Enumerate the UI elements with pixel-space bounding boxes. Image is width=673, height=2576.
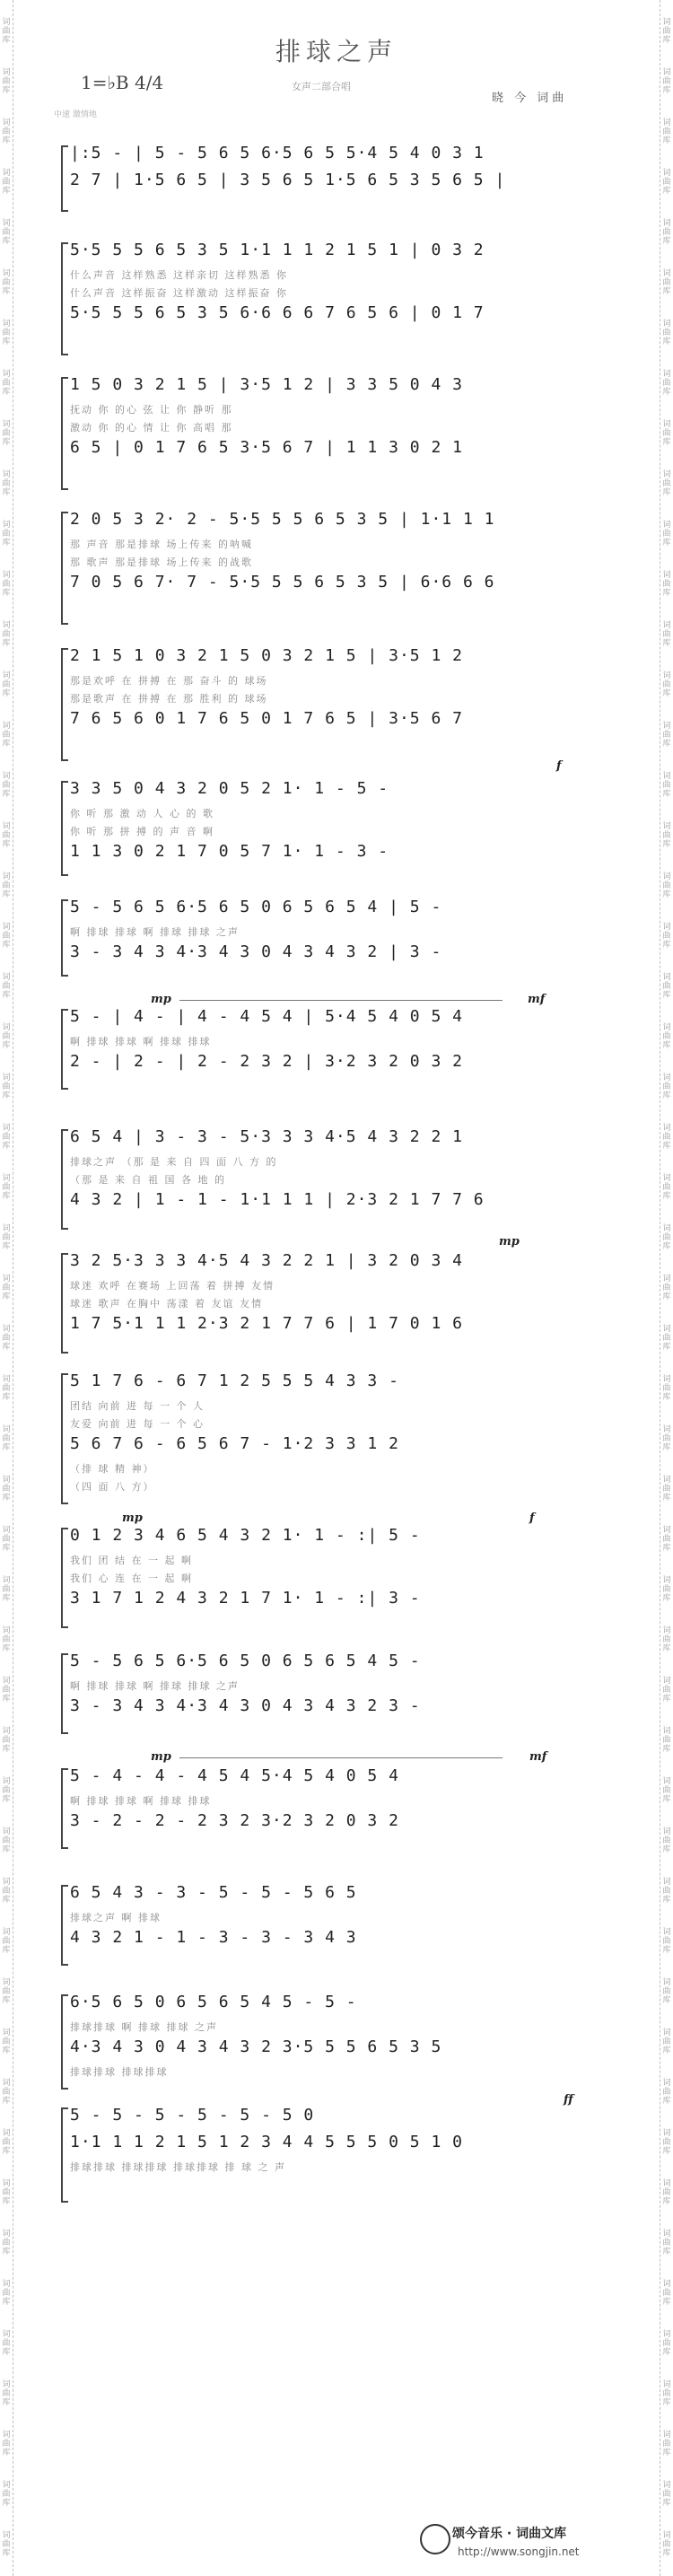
notation-line: 1 1 3 0 2 1 7 0 5 7 1· 1 - 3 - [70,842,389,861]
watermark-text: 词曲库 [662,2481,671,2508]
notation-line: 6 5 | 0 1 7 6 5 3·5 6 7 | 1 1 3 0 2 1 [70,438,463,457]
watermark-text: 词曲库 [2,2481,11,2508]
song-subtitle: 女声二部合唱 [292,81,351,92]
watermark-text: 词曲库 [2,2079,11,2106]
watermark-text: 词曲库 [662,1174,671,1201]
dynamic-marking: ff [564,2093,573,2107]
system-bracket [61,648,68,761]
lyric-line: 啊 排球 排球 啊 排球 排球 之声 [70,926,240,938]
watermark-text: 词曲库 [662,1978,671,2005]
lyric-line: 那是歌声 在 拼搏 在 那 胜利 的 球场 [70,693,268,705]
dynamic-marking: mp [499,1235,520,1249]
watermark-text: 词曲库 [2,1023,11,1050]
lyric-line: 排球排球 排球排球 [70,2066,169,2078]
watermark-text: 词曲库 [2,722,11,749]
watermark-text: 词曲库 [2,1174,11,1201]
watermark-text: 词曲库 [662,169,671,196]
watermark-text: 词曲库 [2,923,11,950]
watermark-text: 词曲库 [662,1275,671,1301]
watermark-text: 词曲库 [662,973,671,1000]
system-bracket [61,1528,68,1628]
watermark-text: 词曲库 [662,219,671,246]
watermark-text: 词曲库 [662,1526,671,1553]
notation-line: 4 3 2 1 - 1 - 3 - 3 - 3 4 3 [70,1928,357,1947]
watermark-text: 词曲库 [2,320,11,346]
score-system [70,1766,614,1851]
notation-line: 5 - 5 6 5 6·5 6 5 0 6 5 6 5 4 5 - [70,1652,421,1670]
score-system [70,144,614,214]
watermark-text: 词曲库 [662,1325,671,1352]
notation-line: 3 - 2 - 2 - 2 3 2 3·2 3 2 0 3 2 [70,1811,399,1830]
notation-line: 3 3 5 0 4 3 2 0 5 2 1· 1 - 5 - [70,779,389,798]
lyric-line: 球迷 欢呼 在赛场 上回荡 着 拼搏 友情 [70,1280,275,1292]
dynamic-marking: f [556,759,562,773]
watermark-text: 词曲库 [662,1626,671,1653]
lyric-line: 我们 心 连 在 一 起 啊 [70,1573,193,1584]
watermark-text: 词曲库 [2,420,11,447]
watermark-text: 词曲库 [662,772,671,799]
watermark-text: 词曲库 [2,18,11,45]
watermark-text: 词曲库 [2,1626,11,1653]
watermark-text: 词曲库 [2,2028,11,2055]
watermark-text: 词曲库 [662,1124,671,1151]
watermark-text: 词曲库 [2,571,11,598]
score-system [70,1371,614,1506]
lyric-line: 我们 团 结 在 一 起 啊 [70,1555,193,1566]
dynamic-marking: mp [122,1511,143,1525]
watermark-text: 词曲库 [662,1928,671,1955]
watermark-text: 词曲库 [2,1224,11,1251]
watermark-text: 词曲库 [2,2531,11,2558]
watermark-text: 词曲库 [662,320,671,346]
notation-line: 5·5 5 5 6 5 3 5 1·1 1 1 2 1 5 1 | 0 3 2 [70,241,485,259]
system-bracket [61,377,68,490]
notation-line: 4·3 4 3 0 4 3 4 3 2 3·5 5 5 6 5 3 5 [70,2037,442,2056]
watermark-text: 词曲库 [662,671,671,698]
watermark-text: 词曲库 [2,671,11,698]
lyric-line: 啊 排球 排球 啊 排球 排球 之声 [70,1680,240,1692]
dynamic-marking: mp [151,1750,171,1764]
left-watermark-strip [0,0,13,2576]
watermark-text: 词曲库 [2,169,11,196]
lyric-line: 激动 你 的心 情 让 你 高唱 那 [70,422,233,434]
watermark-text: 词曲库 [662,872,671,899]
notation-line: 7 0 5 6 7· 7 - 5·5 5 5 6 5 3 5 | 6·6 6 6 [70,573,495,591]
watermark-text: 词曲库 [2,1425,11,1452]
right-watermark-strip [660,0,673,2576]
watermark-text: 词曲库 [2,1777,11,1804]
song-title: 排球之声 [275,37,398,66]
notation-line: 2 1 5 1 0 3 2 1 5 0 3 2 1 5 | 3·5 1 2 [70,646,463,665]
watermark-text: 词曲库 [662,1677,671,1704]
score-system [70,2106,614,2204]
lyric-line: 友爱 向前 进 每 一 个 心 [70,1418,205,1430]
watermark-text: 词曲库 [2,1124,11,1151]
score-system [70,1883,614,1967]
watermark-text: 词曲库 [2,973,11,1000]
watermark-text: 词曲库 [662,1476,671,1503]
system-bracket [61,899,68,977]
watermark-text: 词曲库 [2,1677,11,1704]
watermark-text: 词曲库 [2,2431,11,2458]
score-system [70,1007,614,1091]
watermark-text: 词曲库 [662,1224,671,1251]
watermark-text: 词曲库 [2,1878,11,1905]
notation-line: 3 1 7 1 2 4 3 2 1 7 1· 1 - :| 3 - [70,1589,421,1608]
watermark-text: 词曲库 [2,872,11,899]
lyric-line: 团结 向前 进 每 一 个 人 [70,1400,205,1412]
watermark-text: 词曲库 [662,1777,671,1804]
watermark-text: 词曲库 [662,470,671,497]
watermark-text: 词曲库 [662,2531,671,2558]
lyric-line: 排球之声 （那 是 来 自 四 面 八 方 的 [70,1156,278,1168]
system-bracket [61,1653,68,1734]
watermark-text: 词曲库 [2,2380,11,2407]
score-system [70,375,614,492]
watermark-text: 词曲库 [2,2280,11,2307]
watermark-text: 词曲库 [2,1275,11,1301]
watermark-text: 词曲库 [2,1526,11,1553]
watermark-text: 词曲库 [2,772,11,799]
watermark-text: 词曲库 [662,2028,671,2055]
watermark-text: 词曲库 [2,470,11,497]
lyric-line: （排 球 精 神） [70,1463,155,1475]
watermark-text: 词曲库 [662,1827,671,1854]
watermark-text: 词曲库 [2,521,11,548]
watermark-text: 词曲库 [662,1425,671,1452]
watermark-text: 词曲库 [2,1576,11,1603]
notation-line: 5·5 5 5 6 5 3 5 6·6 6 6 7 6 5 6 | 0 1 7 [70,303,485,322]
watermark-text: 词曲库 [662,822,671,849]
score-system [70,241,614,357]
notation-line: 5 - 4 - 4 - 4 5 4 5·4 5 4 0 5 4 [70,1766,399,1785]
dynamic-marking: mf [528,993,546,1006]
notation-line: 5 - 5 - 5 - 5 - 5 - 5 0 [70,2106,315,2125]
watermark-text: 词曲库 [662,420,671,447]
score-system [70,1127,614,1231]
system-bracket [61,512,68,625]
lyric-line: 那 声音 那是排球 场上传来 的呐喊 [70,539,253,550]
lyric-line: 你 听 那 激 动 人 心 的 歌 [70,808,214,819]
watermark-text: 词曲库 [662,2129,671,2156]
watermark-text: 词曲库 [662,1073,671,1100]
notation-line: 0 1 2 3 4 6 5 4 3 2 1· 1 - :| 5 - [70,1526,421,1545]
watermark-text: 词曲库 [662,370,671,397]
watermark-text: 词曲库 [662,621,671,648]
lyric-line: 啊 排球 排球 啊 排球 排球 [70,1795,212,1807]
lyric-line: （四 面 八 方） [70,1481,155,1493]
crescendo-hairpin [179,1000,503,1001]
notation-line: 5 - 5 6 5 6·5 6 5 0 6 5 6 5 4 | 5 - [70,898,442,916]
watermark-text: 词曲库 [2,68,11,95]
watermark-text: 词曲库 [662,2431,671,2458]
footer-brand: 颂今音乐 · 词曲文库 [452,2527,567,2541]
notation-line: 2 7 | 1·5 6 5 | 3 5 6 5 1·5 6 5 3 5 6 5 | [70,171,506,189]
watermark-text: 词曲库 [662,2230,671,2256]
score-system [70,510,614,626]
system-bracket [61,2107,68,2203]
watermark-text: 词曲库 [2,1476,11,1503]
watermark-text: 词曲库 [662,722,671,749]
tempo-marking: 中速 激情地 [54,110,97,119]
notation-line: 6 5 4 3 - 3 - 5 - 5 - 5 6 5 [70,1883,357,1902]
watermark-text: 词曲库 [662,1727,671,1754]
notation-line: 5 6 7 6 - 6 5 6 7 - 1·2 3 3 1 2 [70,1434,399,1453]
watermark-text: 词曲库 [2,1928,11,1955]
score-system [70,1526,614,1630]
system-bracket [61,781,68,876]
watermark-text: 词曲库 [662,18,671,45]
lyric-line: 球迷 歌声 在胸中 荡漾 着 友谊 友情 [70,1298,263,1310]
notation-line: 7 6 5 6 0 1 7 6 5 0 1 7 6 5 | 3·5 6 7 [70,709,463,728]
watermark-text: 词曲库 [2,2179,11,2206]
brand-logo-icon [420,2524,450,2554]
watermark-text: 词曲库 [2,269,11,296]
notation-line: 3 2 5·3 3 3 4·5 4 3 2 2 1 | 3 2 0 3 4 [70,1251,463,1270]
watermark-text: 词曲库 [2,2129,11,2156]
watermark-text: 词曲库 [662,571,671,598]
system-bracket [61,145,68,212]
score-system [70,1251,614,1355]
system-bracket [61,1373,68,1504]
watermark-text: 词曲库 [662,1576,671,1603]
lyric-line: 那是欢呼 在 拼搏 在 那 奋斗 的 球场 [70,675,268,687]
watermark-text: 词曲库 [2,219,11,246]
watermark-text: 词曲库 [2,1325,11,1352]
system-bracket [61,1885,68,1966]
watermark-text: 词曲库 [2,1727,11,1754]
watermark-text: 词曲库 [2,118,11,145]
notation-line: 1·1 1 1 2 1 5 1 2 3 4 4 5 5 5 0 5 1 0 [70,2133,463,2151]
watermark-text: 词曲库 [662,1878,671,1905]
notation-line: 1 5 0 3 2 1 5 | 3·5 1 2 | 3 3 5 0 4 3 [70,375,463,394]
watermark-text: 词曲库 [2,1073,11,1100]
score-system [70,779,614,878]
lyric-line: （那 是 来 自 祖 国 各 地 的 [70,1174,226,1186]
dynamic-marking: mf [529,1750,547,1764]
watermark-text: 词曲库 [2,822,11,849]
watermark-text: 词曲库 [662,1023,671,1050]
lyric-line: 排球之声 啊 排球 [70,1912,162,1923]
song-credit: 晓 今 词曲 [492,92,568,105]
lyric-line: 抚动 你 的心 弦 让 你 静听 那 [70,404,233,416]
key-signature: 1=♭B 4/4 [81,72,164,93]
dynamic-marking: f [529,1511,535,1525]
watermark-text: 词曲库 [662,118,671,145]
crescendo-hairpin [179,1757,503,1758]
notation-line: 2 0 5 3 2· 2 - 5·5 5 5 6 5 3 5 | 1·1 1 1 [70,510,495,529]
system-bracket [61,242,68,355]
watermark-text: 词曲库 [2,1375,11,1402]
system-bracket [61,1994,68,2090]
watermark-text: 词曲库 [662,2330,671,2357]
lyric-line: 排球排球 排球排球 排球排球 排 球 之 声 [70,2161,286,2173]
score-system [70,1993,614,2091]
score-system [70,898,614,978]
notation-line: 3 - 3 4 3 4·3 4 3 0 4 3 4 3 2 | 3 - [70,942,442,961]
watermark-text: 词曲库 [2,1978,11,2005]
score-system [70,1652,614,1736]
score-system [70,646,614,763]
notation-line: 6·5 6 5 0 6 5 6 5 4 5 - 5 - [70,1993,357,2011]
notation-line: 1 7 5·1 1 1 2·3 2 1 7 7 6 | 1 7 0 1 6 [70,1314,463,1333]
lyric-line: 排球排球 啊 排球 排球 之声 [70,2021,218,2033]
watermark-text: 词曲库 [662,2079,671,2106]
watermark-text: 词曲库 [662,521,671,548]
watermark-text: 词曲库 [662,2179,671,2206]
notation-line: 2 - | 2 - | 2 - 2 3 2 | 3·2 3 2 0 3 2 [70,1052,463,1071]
notation-line: 5 1 7 6 - 6 7 1 2 5 5 5 4 3 3 - [70,1371,399,1390]
lyric-line: 什么声音 这样熟悉 这样亲切 这样熟悉 你 [70,269,288,281]
notation-line: |:5 - | 5 - 5 6 5 6·5 6 5 5·4 5 4 0 3 1 [70,144,485,162]
watermark-text: 词曲库 [2,370,11,397]
notation-line: 4 3 2 | 1 - 1 - 1·1 1 1 | 2·3 2 1 7 7 6 [70,1190,485,1209]
system-bracket [61,1129,68,1230]
watermark-text: 词曲库 [662,923,671,950]
watermark-text: 词曲库 [2,2330,11,2357]
lyric-line: 你 听 那 拼 搏 的 声 音 啊 [70,826,214,837]
watermark-text: 词曲库 [2,2230,11,2256]
notation-line: 5 - | 4 - | 4 - 4 5 4 | 5·4 5 4 0 5 4 [70,1007,463,1026]
dynamic-marking: mp [151,993,171,1006]
watermark-text: 词曲库 [662,2280,671,2307]
footer-url[interactable]: http://www.songjin.net [458,2545,580,2558]
notation-line: 6 5 4 | 3 - 3 - 5·3 3 3 4·5 4 3 2 2 1 [70,1127,463,1146]
watermark-text: 词曲库 [662,1375,671,1402]
watermark-text: 词曲库 [2,1827,11,1854]
watermark-text: 词曲库 [2,621,11,648]
system-bracket [61,1253,68,1354]
notation-line: 3 - 3 4 3 4·3 4 3 0 4 3 4 3 2 3 - [70,1696,421,1715]
lyric-line: 那 歌声 那是排球 场上传来 的战歌 [70,556,253,568]
system-bracket [61,1768,68,1849]
watermark-text: 词曲库 [662,2380,671,2407]
lyric-line: 啊 排球 排球 啊 排球 排球 [70,1036,212,1047]
lyric-line: 什么声音 这样振奋 这样激动 这样振奋 你 [70,287,288,299]
system-bracket [61,1009,68,1090]
watermark-text: 词曲库 [662,269,671,296]
watermark-text: 词曲库 [662,68,671,95]
